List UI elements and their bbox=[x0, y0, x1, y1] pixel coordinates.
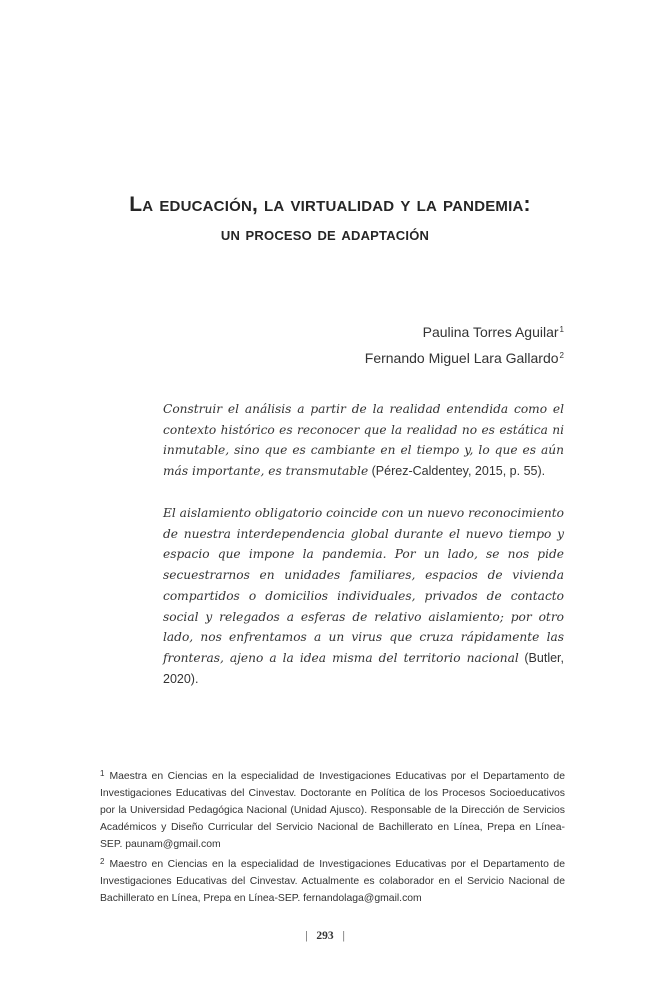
page-number: 293 bbox=[316, 930, 334, 942]
footnote-number: 1 bbox=[100, 769, 105, 778]
epigraph-citation: (Pérez-Caldentey, 2015, p. 55). bbox=[368, 464, 546, 479]
footnote-text: Maestro en Ciencias en la especialidad de Investigaciones Educativas por el Departamento de Investigaciones Educativas del Cinvestav. Actualmente es colaborador en el Servicio Nacional de Bachillerato en Línea, Prepa en Línea-SEP. fernandolaga@gmail.com bbox=[100, 859, 565, 904]
author-name: Paulina Torres Aguilar bbox=[422, 324, 559, 340]
separator-left: | bbox=[305, 930, 308, 942]
epigraph-2 bbox=[163, 503, 564, 689]
footnote-ref[interactable]: 1 bbox=[559, 325, 564, 334]
footnotes bbox=[100, 765, 565, 907]
footnote-number: 2 bbox=[100, 857, 105, 866]
page-number-footer bbox=[0, 930, 650, 942]
chapter-title bbox=[0, 190, 650, 250]
separator-right: | bbox=[342, 930, 345, 942]
footnote-2 bbox=[100, 853, 565, 907]
author-list bbox=[365, 318, 564, 370]
footnote-ref[interactable]: 2 bbox=[559, 351, 564, 360]
author-1 bbox=[365, 318, 564, 344]
author-name: Fernando Miguel Lara Gallardo bbox=[364, 350, 559, 366]
epigraph-quote: El aislamiento obligatorio coincide con un nuevo reconocimiento de nuestra interdependencia global durante el nuevo tiempo y espacio que impone la pandemia. Por un lado, se nos pide secuestrarnos en unidades familiares, espacios de vivienda compartidos o domicilios individuales, privados de contacto social y relegados a esferas de relativo aislamiento; por otro lado, nos enfrentamos a un virus que cruza rápidamente las fronteras, ajeno a la idea misma del territorio nacional bbox=[163, 506, 564, 665]
author-2 bbox=[365, 344, 564, 370]
footnote-text: Maestra en Ciencias en la especialidad de Investigaciones Educativas por el Departamento de Investigaciones Educativas del Cinvestav. Doctorante en Política de los Procesos Socioeducativos por la Universidad Pedagógica Nacional (Unidad Ajusco). Responsable de la Dirección de Servicios Académicos y Diseño Curricular del Servicio Nacional de Bachillerato en Línea, Prepa en Línea-SEP. paunam@gmail.com bbox=[100, 771, 565, 850]
footnote-1 bbox=[100, 765, 565, 853]
epigraph-1 bbox=[163, 399, 564, 482]
epigraph-quote: Construir el análisis a partir de la realidad entendida como el contexto histórico es reconocer que la realidad no es estática ni inmutable, sino que es cambiante en el tiempo y, lo que es aún más importante, es transmutable bbox=[163, 402, 564, 479]
chapter-title-line1: La educación, la virtualidad y la pandemia: bbox=[129, 193, 531, 216]
epigraph-citation: (Butler, 2020). bbox=[163, 650, 564, 686]
chapter-title-line2: un proceso de adaptación bbox=[220, 224, 430, 245]
